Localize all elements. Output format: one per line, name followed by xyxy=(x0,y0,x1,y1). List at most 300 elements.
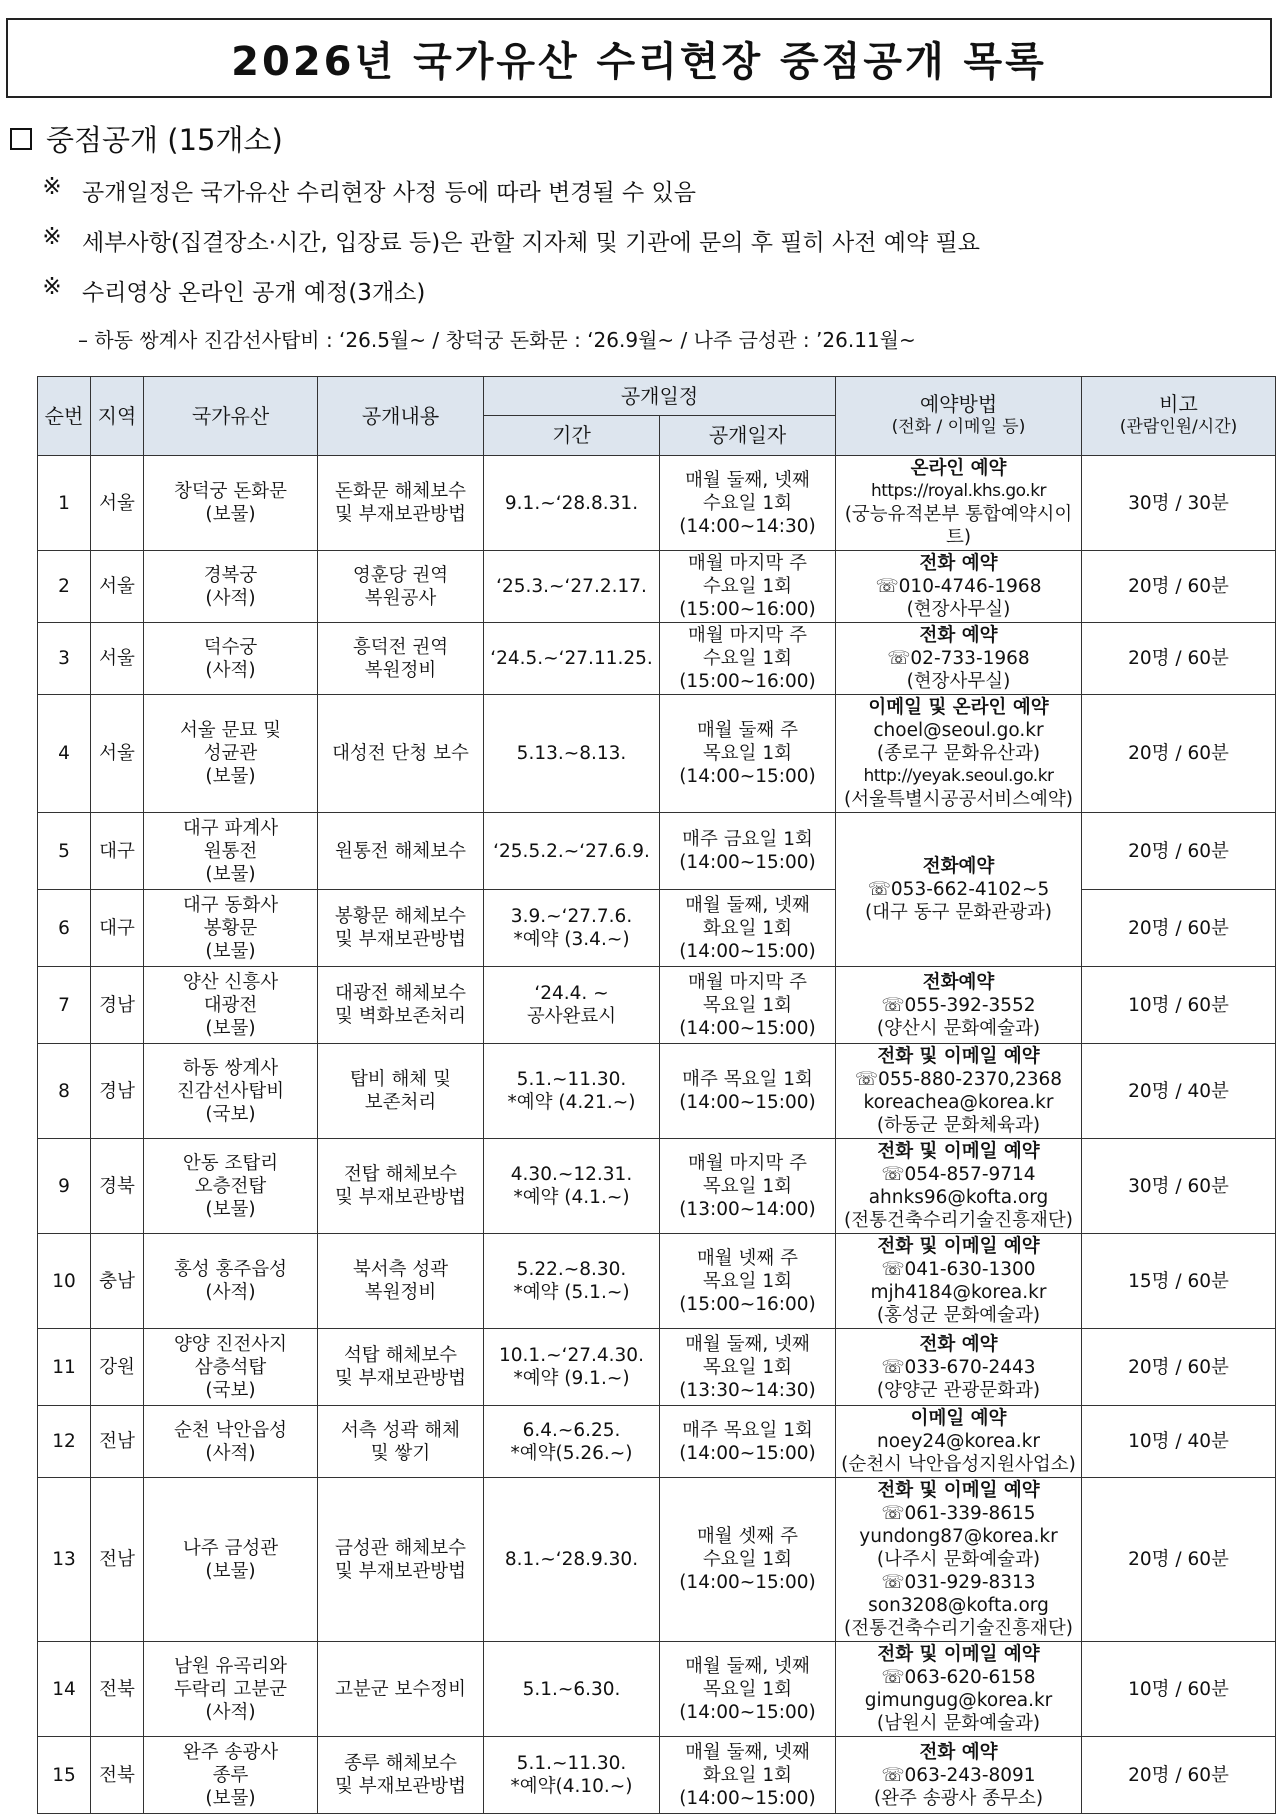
cell-line: 8.1.~‘28.9.30. xyxy=(504,1549,639,1570)
cell-line: 5.1.~11.30. xyxy=(516,1753,627,1774)
cell-line: *예약 (3.4.~) xyxy=(513,929,630,950)
cell-no: 14 xyxy=(38,1642,91,1737)
cell-region: 경남 xyxy=(91,1044,144,1139)
cell-dates xyxy=(660,456,836,551)
cell-content xyxy=(318,1478,484,1642)
cell-line: 5.1.~11.30. xyxy=(516,1069,627,1090)
cell-no: 7 xyxy=(38,967,91,1044)
cell-period xyxy=(484,623,660,695)
header-reserve-sub: (전화 / 이메일 등) xyxy=(891,417,1026,437)
cell-line: *예약(5.26.~) xyxy=(510,1442,633,1464)
cell-line: (15:00~16:00) xyxy=(679,1293,816,1315)
cell-period xyxy=(484,890,660,967)
cell-line: koreachea@korea.kr xyxy=(863,1092,1054,1113)
cell-line: (14:00~15:00) xyxy=(679,852,816,873)
cell-line: (14:00~15:00) xyxy=(679,1787,816,1809)
cell-reserve xyxy=(836,813,1082,967)
cell-line: 수요일 1회 xyxy=(702,492,793,514)
cell-no: 13 xyxy=(38,1478,91,1642)
cell-line: (사적) xyxy=(205,1701,256,1723)
cell-line: ☏041-630-1300 xyxy=(881,1259,1036,1280)
cell-line: mjh4184@korea.kr xyxy=(870,1282,1047,1303)
cell-period xyxy=(484,456,660,551)
cell-line: 5.13.~8.13. xyxy=(516,743,627,764)
cell-line: *예약(4.10.~) xyxy=(510,1776,633,1797)
document-title: 2026년 국가유산 수리현장 중점공개 목록 xyxy=(6,18,1272,98)
cell-line: (14:00~15:00) xyxy=(679,1442,816,1464)
cell-line: http://yeyak.seoul.go.kr xyxy=(863,766,1054,786)
notice-text: 공개일정은 국가유산 수리현장 사정 등에 따라 변경될 수 있음 xyxy=(82,180,696,206)
cell-heritage xyxy=(144,456,318,551)
header-reserve xyxy=(836,377,1082,456)
cell-line: (14:00~15:00) xyxy=(679,766,816,787)
cell-line: (보물) xyxy=(205,1787,256,1809)
cell-line: 5.22.~8.30. xyxy=(516,1259,627,1280)
cell-heritage xyxy=(144,1478,318,1642)
cell-dates xyxy=(660,695,836,813)
cell-line: choel@seoul.go.kr xyxy=(873,720,1044,741)
cell-period xyxy=(484,695,660,813)
table-row xyxy=(38,1737,1276,1814)
cell-line: (사적) xyxy=(205,587,256,609)
cell-period xyxy=(484,1737,660,1814)
cell-line: 양양 진전사지 xyxy=(173,1333,288,1355)
cell-region: 대구 xyxy=(91,813,144,890)
table-row xyxy=(38,1044,1276,1139)
cell-line: 창덕궁 돈화문 xyxy=(173,481,288,502)
cell-line: 고분군 보수정비 xyxy=(335,1678,466,1700)
cell-line: (대구 동구 문화관광과) xyxy=(864,902,1053,923)
cell-line: (14:00~14:30) xyxy=(679,515,816,537)
cell-line: 매월 둘째, 넷째 xyxy=(685,1333,810,1355)
cell-line: (양산시 문화예술과) xyxy=(876,1017,1041,1039)
cell-line: 공사완료시 xyxy=(526,1006,617,1027)
cell-note: 20명 / 60분 xyxy=(1082,551,1276,623)
cell-line: noey24@korea.kr xyxy=(877,1431,1040,1452)
cell-line: ☏010-4746-1968 xyxy=(875,576,1042,597)
table-row xyxy=(38,551,1276,623)
cell-line: 양산 신흥사 xyxy=(182,971,279,993)
cell-dates xyxy=(660,623,836,695)
cell-line: 두락리 고분군 xyxy=(173,1678,288,1700)
notice-text: 세부사항(집결장소·시간, 입장료 등)은 관할 지자체 및 기관에 문의 후 필히 사전 예약 필요 xyxy=(82,230,980,256)
heritage-sites-table xyxy=(37,376,1276,1814)
cell-line: 봉황문 xyxy=(203,917,258,939)
cell-line: 하동 쌍계사 xyxy=(182,1057,279,1079)
cell-line: 복원정비 xyxy=(364,659,437,681)
cell-line: (양양군 관광문화과) xyxy=(876,1379,1041,1401)
cell-line: ☏055-880-2370,2368 xyxy=(854,1069,1063,1090)
notice-3 xyxy=(40,274,425,307)
cell-line: 10.1.~‘27.4.30. xyxy=(499,1345,644,1366)
header-region: 지역 xyxy=(91,377,144,456)
cell-line: 복원정비 xyxy=(364,1282,437,1303)
cell-region: 전북 xyxy=(91,1642,144,1737)
cell-line: https://royal.khs.go.kr xyxy=(870,481,1047,501)
section-heading xyxy=(10,118,283,159)
cell-line: 매월 둘째, 넷째 xyxy=(685,1741,810,1763)
cell-line: 대광전 xyxy=(203,994,258,1016)
cell-line: 흥덕전 권역 xyxy=(352,636,449,658)
cell-line: *예약 (5.1.~) xyxy=(513,1282,630,1303)
cell-content xyxy=(318,1139,484,1234)
cell-reserve xyxy=(836,1139,1082,1234)
cell-line: 성균관 xyxy=(203,743,258,764)
cell-line: (현장사무실) xyxy=(906,599,1011,620)
cell-line: ahnks96@kofta.org xyxy=(868,1187,1049,1208)
cell-reserve xyxy=(836,1642,1082,1737)
cell-content xyxy=(318,551,484,623)
cell-content xyxy=(318,623,484,695)
cell-note: 20명 / 60분 xyxy=(1082,1478,1276,1642)
cell-line: 수요일 1회 xyxy=(702,1549,793,1570)
cell-period xyxy=(484,1478,660,1642)
cell-heritage xyxy=(144,1234,318,1329)
cell-line: ‘25.3.~‘27.2.17. xyxy=(496,576,647,597)
cell-line: (14:00~15:00) xyxy=(679,940,816,962)
cell-line: 이메일 예약 xyxy=(910,1408,1007,1429)
reference-mark-icon: ※ xyxy=(42,224,62,250)
cell-line: *예약 (4.1.~) xyxy=(513,1187,630,1208)
reference-mark-icon: ※ xyxy=(42,174,62,200)
cell-line: 매주 목요일 1회 xyxy=(682,1069,813,1090)
cell-line: ☏054-857-9714 xyxy=(881,1164,1036,1185)
cell-line: 북서측 성곽 xyxy=(352,1259,449,1280)
cell-line: 및 부재보관방법 xyxy=(335,1368,466,1389)
cell-reserve xyxy=(836,1044,1082,1139)
cell-line: 목요일 1회 xyxy=(702,1175,793,1197)
cell-line: (홍성군 문화예술과) xyxy=(876,1305,1041,1326)
cell-region: 전남 xyxy=(91,1478,144,1642)
table-row xyxy=(38,1406,1276,1478)
cell-line: ☏033-670-2443 xyxy=(881,1356,1036,1378)
header-note xyxy=(1082,377,1276,456)
cell-line: 매월 넷째 주 xyxy=(696,1247,799,1269)
cell-period xyxy=(484,1406,660,1478)
cell-line: 봉황문 해체보수 xyxy=(335,906,466,927)
cell-line: (나주시 문화예술과) xyxy=(876,1549,1041,1570)
cell-line: 복원공사 xyxy=(364,587,437,609)
cell-line: 전화 및 이메일 예약 xyxy=(877,1236,1040,1257)
cell-dates xyxy=(660,1406,836,1478)
cell-reserve xyxy=(836,1406,1082,1478)
cell-line: yundong87@korea.kr xyxy=(859,1526,1058,1547)
cell-heritage xyxy=(144,551,318,623)
cell-line: 오층전탑 xyxy=(194,1175,267,1197)
cell-line: 덕수궁 xyxy=(203,636,258,658)
cell-region: 강원 xyxy=(91,1329,144,1406)
cell-line: 매월 마지막 주 xyxy=(688,971,807,993)
cell-line: 전화예약 xyxy=(922,856,995,877)
cell-line: 목요일 1회 xyxy=(702,1270,793,1292)
notice-1 xyxy=(40,174,696,207)
cell-no: 5 xyxy=(38,813,91,890)
cell-heritage xyxy=(144,1329,318,1406)
cell-no: 4 xyxy=(38,695,91,813)
cell-line: 및 부재보관방법 xyxy=(335,1187,466,1208)
cell-content xyxy=(318,890,484,967)
cell-line: 원통전 xyxy=(203,840,258,862)
cell-line: 매월 마지막 주 xyxy=(688,1152,807,1174)
cell-line: 대구 파계사 xyxy=(182,817,279,839)
cell-line: 9.1.~‘28.8.31. xyxy=(504,492,639,514)
table-row xyxy=(38,1642,1276,1737)
cell-line: (전통건축수리기술진흥재단) xyxy=(844,1618,1073,1639)
cell-line: 목요일 1회 xyxy=(702,743,793,764)
cell-line: 매주 금요일 1회 xyxy=(682,829,813,850)
cell-line: ☏055-392-3552 xyxy=(881,994,1036,1016)
cell-line: 대성전 단청 보수 xyxy=(332,743,469,764)
cell-heritage xyxy=(144,695,318,813)
cell-no: 8 xyxy=(38,1044,91,1139)
cell-line: 탑비 해체 및 xyxy=(349,1069,452,1090)
cell-no: 2 xyxy=(38,551,91,623)
header-content: 공개내용 xyxy=(318,377,484,456)
cell-heritage xyxy=(144,1406,318,1478)
cell-heritage xyxy=(144,623,318,695)
cell-line: (남원시 문화예술과) xyxy=(876,1713,1041,1734)
cell-region: 서울 xyxy=(91,551,144,623)
cell-line: 보존처리 xyxy=(364,1092,437,1113)
cell-line: 영훈당 권역 xyxy=(352,564,449,586)
cell-dates xyxy=(660,1478,836,1642)
cell-period xyxy=(484,967,660,1044)
reference-mark-icon: ※ xyxy=(42,274,62,300)
cell-dates xyxy=(660,813,836,890)
cell-content xyxy=(318,1737,484,1814)
cell-line: (보물) xyxy=(205,766,256,787)
cell-line: 원통전 해체보수 xyxy=(335,840,466,862)
table-row xyxy=(38,1139,1276,1234)
cell-line: ‘24.4. ~ xyxy=(534,983,609,1004)
cell-line: 나주 금성관 xyxy=(182,1537,279,1559)
table-row xyxy=(38,1329,1276,1406)
cell-heritage xyxy=(144,813,318,890)
cell-line: 및 벽화보존처리 xyxy=(335,1006,466,1027)
cell-line: *예약 (9.1.~) xyxy=(513,1368,630,1389)
cell-dates xyxy=(660,1737,836,1814)
cell-region: 충남 xyxy=(91,1234,144,1329)
cell-line: (순천시 낙안읍성지원사업소) xyxy=(841,1454,1076,1475)
cell-line: (하동군 문화체육과) xyxy=(876,1115,1041,1136)
cell-content xyxy=(318,695,484,813)
cell-line: 6.4.~6.25. xyxy=(522,1419,621,1441)
cell-line: *예약 (4.21.~) xyxy=(507,1092,636,1113)
cell-line: (사적) xyxy=(205,1282,256,1303)
cell-line: 서측 성곽 해체 xyxy=(341,1419,460,1441)
cell-line: 전화 예약 xyxy=(919,1333,998,1355)
cell-line: 순천 낙안읍성 xyxy=(173,1419,288,1441)
cell-no: 10 xyxy=(38,1234,91,1329)
cell-dates xyxy=(660,551,836,623)
cell-line: 매월 둘째, 넷째 xyxy=(685,1655,810,1677)
table-row xyxy=(38,695,1276,813)
cell-dates xyxy=(660,1642,836,1737)
cell-line: (궁능유적본부 통합예약시이트) xyxy=(844,504,1073,548)
cell-line: 금성관 해체보수 xyxy=(335,1537,466,1559)
cell-line: 목요일 1회 xyxy=(702,1356,793,1378)
cell-line: 매주 목요일 1회 xyxy=(682,1419,813,1441)
cell-line: (현장사무실) xyxy=(906,671,1011,692)
cell-dates xyxy=(660,1234,836,1329)
cell-dates xyxy=(660,1329,836,1406)
header-heritage: 국가유산 xyxy=(144,377,318,456)
cell-line: 온라인 예약 xyxy=(910,458,1007,479)
cell-line: ☏031-929-8313 xyxy=(881,1572,1036,1593)
cell-no: 6 xyxy=(38,890,91,967)
cell-line: 4.30.~12.31. xyxy=(510,1164,633,1185)
cell-line: (보물) xyxy=(205,1198,256,1220)
cell-line: gimungug@korea.kr xyxy=(864,1690,1053,1711)
cell-note: 10명 / 60분 xyxy=(1082,1642,1276,1737)
table-header xyxy=(38,377,1276,456)
notice-2 xyxy=(40,224,980,257)
cell-content xyxy=(318,456,484,551)
cell-reserve xyxy=(836,456,1082,551)
cell-line: 경복궁 xyxy=(203,564,258,586)
table-row xyxy=(38,1234,1276,1329)
cell-line: (보물) xyxy=(205,504,256,525)
cell-reserve xyxy=(836,695,1082,813)
cell-line: (15:00~16:00) xyxy=(679,671,816,692)
cell-heritage xyxy=(144,1642,318,1737)
cell-reserve xyxy=(836,551,1082,623)
cell-period xyxy=(484,1642,660,1737)
cell-line: ☏063-620-6158 xyxy=(881,1667,1036,1688)
cell-heritage xyxy=(144,967,318,1044)
cell-line: 대구 동화사 xyxy=(182,894,279,916)
cell-line: ☏053-662-4102~5 xyxy=(867,879,1050,900)
header-note-title: 비고 xyxy=(1159,392,1198,416)
table-row xyxy=(38,623,1276,695)
cell-line: 5.1.~6.30. xyxy=(522,1678,621,1700)
cell-line: 매월 둘째, 넷째 xyxy=(685,894,810,916)
cell-line: (13:00~14:00) xyxy=(679,1198,816,1220)
cell-heritage xyxy=(144,1139,318,1234)
cell-region: 서울 xyxy=(91,695,144,813)
cell-line: (완주 송광사 종무소) xyxy=(873,1787,1044,1809)
cell-line: (사적) xyxy=(205,1442,256,1464)
cell-note: 30명 / 60분 xyxy=(1082,1139,1276,1234)
cell-line: 매월 둘째 주 xyxy=(696,720,799,741)
header-schedule: 공개일정 xyxy=(484,377,836,416)
cell-note: 20명 / 60분 xyxy=(1082,1329,1276,1406)
cell-line: 화요일 1회 xyxy=(702,917,793,939)
section-heading-text: 중점공개 (15개소) xyxy=(46,123,283,157)
cell-line: 전화예약 xyxy=(922,971,995,993)
cell-region: 서울 xyxy=(91,623,144,695)
cell-line: (보물) xyxy=(205,1017,256,1039)
cell-period xyxy=(484,551,660,623)
cell-line: 전화 및 이메일 예약 xyxy=(877,1046,1040,1067)
cell-line: (보물) xyxy=(205,1560,256,1582)
cell-period xyxy=(484,1139,660,1234)
cell-content xyxy=(318,813,484,890)
cell-line: ☏02-733-1968 xyxy=(887,648,1030,669)
cell-line: 서울 문묘 및 xyxy=(179,720,282,741)
table-row xyxy=(38,890,1276,967)
cell-line: (14:00~15:00) xyxy=(679,1017,816,1039)
cell-line: 및 부재보관방법 xyxy=(335,929,466,950)
cell-no: 11 xyxy=(38,1329,91,1406)
cell-heritage xyxy=(144,1737,318,1814)
table-row xyxy=(38,967,1276,1044)
table-row xyxy=(38,456,1276,551)
cell-line: 3.9.~‘27.7.6. xyxy=(510,906,633,927)
cell-content xyxy=(318,967,484,1044)
cell-content xyxy=(318,1329,484,1406)
cell-region: 전북 xyxy=(91,1737,144,1814)
cell-region: 경북 xyxy=(91,1139,144,1234)
cell-line: 목요일 1회 xyxy=(702,1678,793,1700)
cell-region: 대구 xyxy=(91,890,144,967)
cell-region: 서울 xyxy=(91,456,144,551)
cell-line: ☏061-339-8615 xyxy=(881,1503,1036,1524)
cell-heritage xyxy=(144,1044,318,1139)
header-reserve-title: 예약방법 xyxy=(919,392,998,416)
cell-line: 전화 예약 xyxy=(919,553,998,574)
cell-content xyxy=(318,1642,484,1737)
cell-dates xyxy=(660,890,836,967)
cell-line: 화요일 1회 xyxy=(702,1764,793,1786)
cell-content xyxy=(318,1234,484,1329)
cell-line: 및 쌓기 xyxy=(370,1442,431,1464)
cell-no: 12 xyxy=(38,1406,91,1478)
cell-note: 20명 / 60분 xyxy=(1082,623,1276,695)
cell-note: 20명 / 40분 xyxy=(1082,1044,1276,1139)
cell-line: (전통건축수리기술진흥재단) xyxy=(844,1210,1073,1231)
cell-line: 대광전 해체보수 xyxy=(335,983,466,1004)
cell-no: 1 xyxy=(38,456,91,551)
cell-period xyxy=(484,1234,660,1329)
cell-line: 및 부재보관방법 xyxy=(335,504,466,525)
cell-line: 돈화문 해체보수 xyxy=(335,481,466,502)
cell-line: 전화 예약 xyxy=(919,625,998,646)
cell-line: (15:00~16:00) xyxy=(679,599,816,620)
cell-line: ‘24.5.~‘27.11.25. xyxy=(490,648,653,669)
cell-line: (보물) xyxy=(205,863,256,885)
cell-line: 매월 둘째, 넷째 xyxy=(685,469,810,491)
cell-line: (종로구 문화유산과) xyxy=(876,743,1041,764)
cell-line: 진감선사탑비 xyxy=(176,1080,285,1102)
cell-dates xyxy=(660,1139,836,1234)
cell-reserve xyxy=(836,623,1082,695)
cell-line: 전화 및 이메일 예약 xyxy=(877,1480,1040,1501)
cell-period xyxy=(484,1329,660,1406)
cell-dates xyxy=(660,967,836,1044)
cell-line: 남원 유곡리와 xyxy=(173,1655,288,1677)
cell-reserve xyxy=(836,967,1082,1044)
cell-line: (14:00~15:00) xyxy=(679,1092,816,1113)
cell-note: 10명 / 60분 xyxy=(1082,967,1276,1044)
cell-line: son3208@kofta.org xyxy=(868,1595,1049,1616)
cell-line: (국보) xyxy=(205,1103,256,1125)
cell-reserve xyxy=(836,1329,1082,1406)
cell-dates xyxy=(660,1044,836,1139)
cell-no: 15 xyxy=(38,1737,91,1814)
cell-line: 종루 xyxy=(212,1764,249,1786)
cell-line: ‘25.5.2.~‘27.6.9. xyxy=(493,840,650,862)
table-row xyxy=(38,813,1276,890)
cell-line: 및 부재보관방법 xyxy=(335,1560,466,1582)
cell-period xyxy=(484,813,660,890)
cell-line: 전화 및 이메일 예약 xyxy=(877,1141,1040,1162)
table-body xyxy=(38,456,1276,1814)
cell-reserve xyxy=(836,1737,1082,1814)
cell-note: 30명 / 30분 xyxy=(1082,456,1276,551)
cell-region: 경남 xyxy=(91,967,144,1044)
cell-content xyxy=(318,1406,484,1478)
